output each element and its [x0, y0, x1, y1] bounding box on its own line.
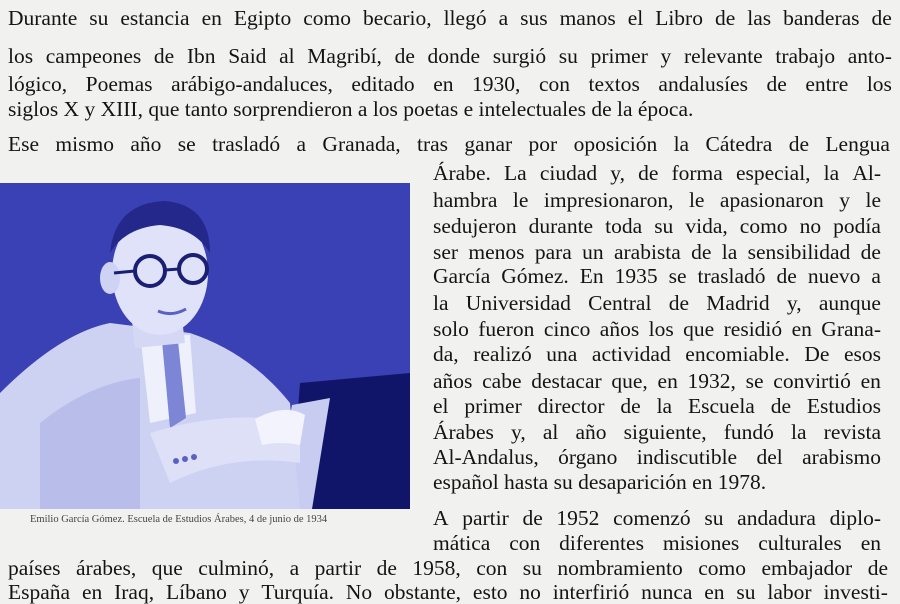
- text-line: lógico, Poemas arábigo-andaluces, editado en 1930, con textos andalusíes de entre los: [8, 72, 892, 96]
- text-line: hambra le impresionaron, le apasionaron y le: [433, 188, 881, 212]
- text-line: español hasta su desaparición en 1978.: [433, 470, 767, 494]
- text-line: España en Iraq, Líbano y Turquía. No obstante, esto no interfirió nunca en su labor investi-: [8, 580, 888, 604]
- text-line: los campeones de Ibn Said al Magribí, de donde surgió su primer y relevante trabajo anto-: [8, 44, 892, 68]
- text-line: Ese mismo año se trasladó a Granada, tras ganar por oposición la Cátedra de Lengua: [8, 132, 890, 156]
- text-line: Al-Andalus, órgano indiscutible del arabismo: [433, 445, 881, 469]
- photo-caption: Emilio García Gómez. Escuela de Estudios Árabes, 4 de junio de 1934: [30, 514, 328, 525]
- text-line: Árabe. La ciudad y, de forma especial, la Al-: [433, 161, 881, 185]
- text-line: Árabes y, al año siguiente, fundó la revista: [433, 420, 881, 444]
- text-line: siglos X y XIII, que tanto sorprendieron a los poetas e intelectuales de la época.: [8, 97, 694, 121]
- portrait-photo: [0, 183, 410, 509]
- text-line: sedujeron durante toda su vida, como no podía: [433, 214, 881, 238]
- text-line: ser menos para un arabista de la sensibilidad de: [433, 240, 881, 264]
- text-line: la Universidad Central de Madrid y, aunque: [433, 291, 881, 315]
- text-line: García Gómez. En 1935 se trasladó de nuevo a: [433, 264, 881, 288]
- text-line: A partir de 1952 comenzó su andadura diplo-: [433, 506, 881, 530]
- text-line: Durante su estancia en Egipto como becario, llegó a sus manos el Libro de las banderas de: [8, 6, 892, 30]
- text-line: el primer director de la Escuela de Estudios: [433, 394, 881, 418]
- text-line: mática con diferentes misiones culturales en: [433, 531, 881, 555]
- text-line: años cabe destacar que, en 1932, se convirtió en: [433, 369, 881, 393]
- text-line: países árabes, que culminó, a partir de 1958, con su nombramiento como embajador de: [8, 556, 888, 580]
- text-line: solo fueron cinco años los que residió en Grana-: [433, 317, 881, 341]
- portrait-illustration: [0, 183, 410, 509]
- text-line: da, realizó una actividad encomiable. De esos: [433, 342, 881, 366]
